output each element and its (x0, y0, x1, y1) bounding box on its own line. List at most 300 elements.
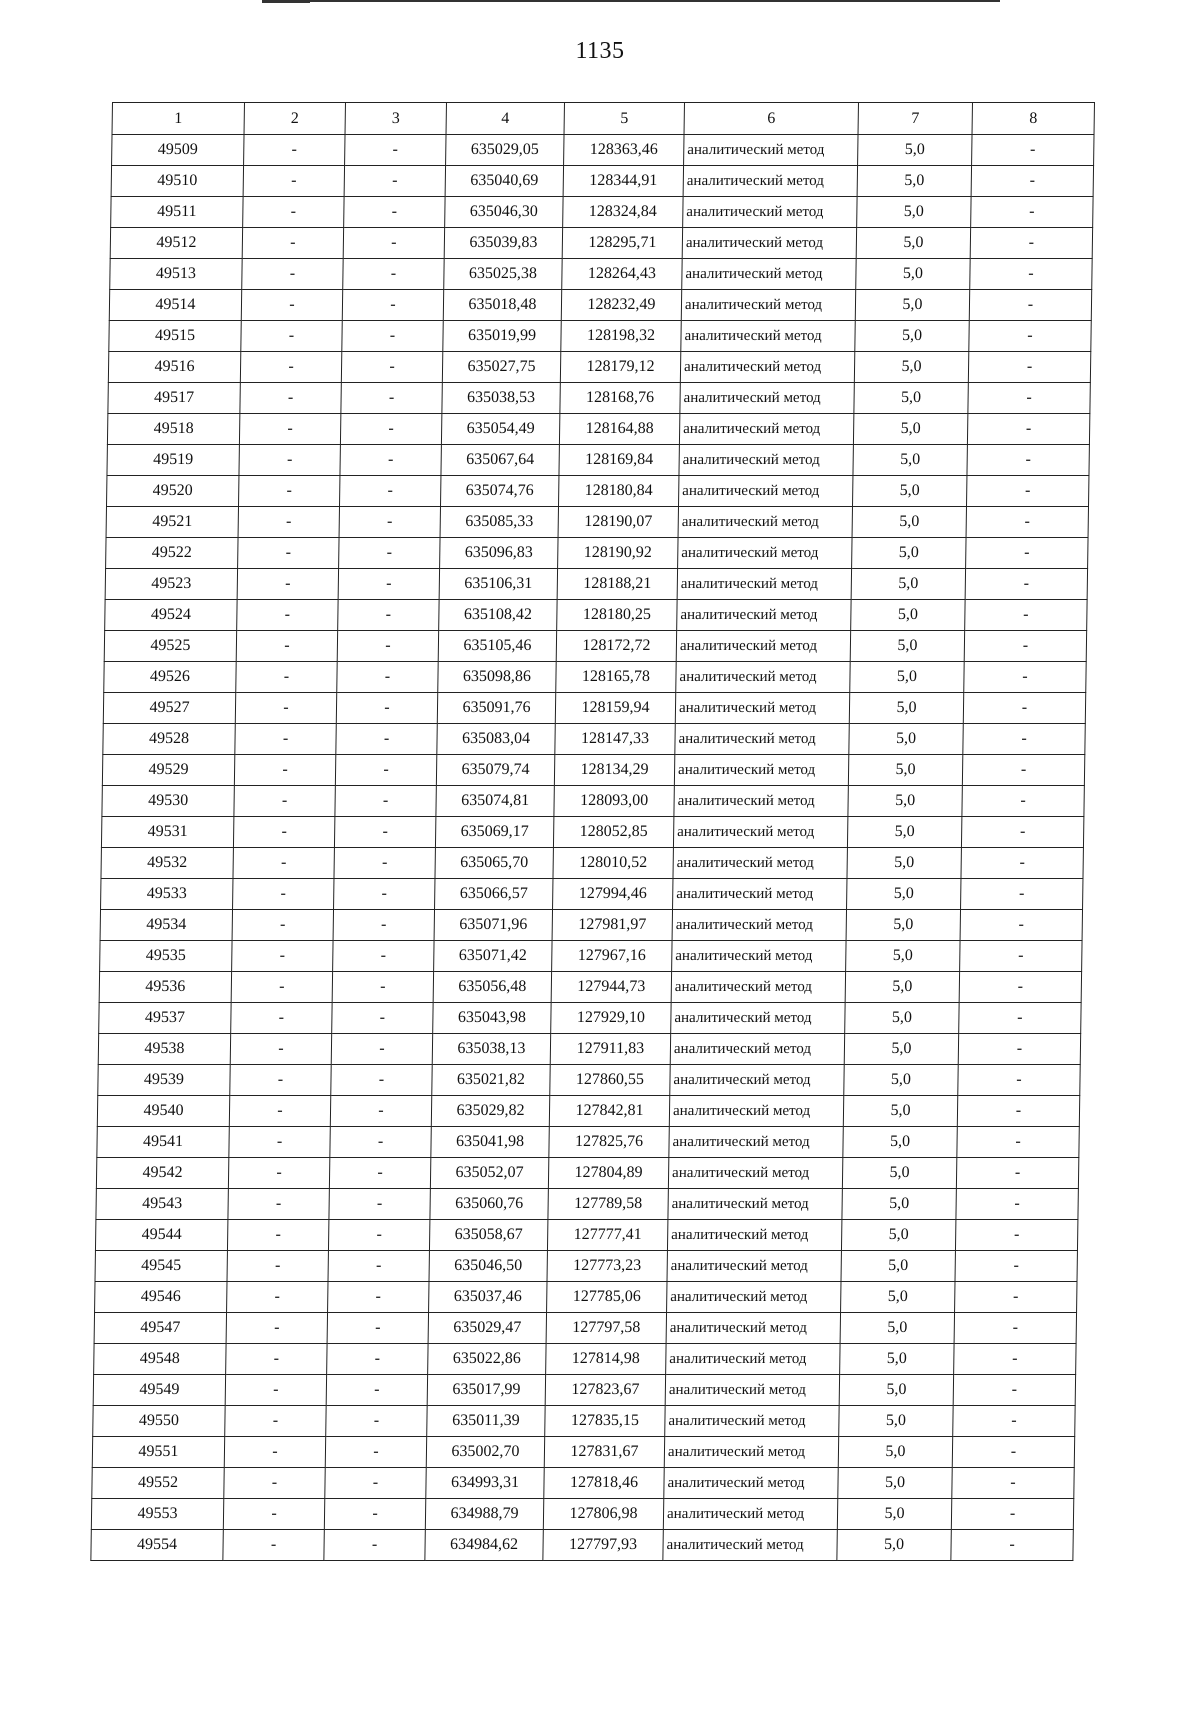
accuracy-cell: 5,0 (844, 1065, 958, 1096)
y-coordinate-cell: 127806,98 (543, 1499, 663, 1530)
x-coordinate-cell: 635038,53 (442, 383, 560, 414)
method-cell: аналитический метод (673, 817, 847, 848)
x-coordinate-cell: 635079,74 (436, 755, 554, 786)
cell: - (337, 631, 438, 662)
point-number-cell: 49530 (102, 786, 234, 817)
method-cell: аналитический метод (680, 352, 854, 383)
cell: - (226, 1344, 327, 1375)
table-row (112, 135, 1094, 166)
cell: - (238, 476, 339, 507)
cell: - (957, 1096, 1079, 1127)
x-coordinate-cell: 635066,57 (435, 879, 553, 910)
accuracy-cell: 5,0 (845, 1003, 959, 1034)
method-cell: аналитический метод (675, 724, 849, 755)
cell: - (223, 1530, 324, 1561)
x-coordinate-cell: 635105,46 (438, 631, 556, 662)
cell: - (340, 445, 441, 476)
table-row (93, 1406, 1075, 1437)
cell: - (953, 1406, 1075, 1437)
cell: - (951, 1499, 1073, 1530)
cell: - (952, 1437, 1074, 1468)
x-coordinate-cell: 634988,79 (425, 1499, 543, 1530)
point-number-cell: 49523 (105, 569, 237, 600)
y-coordinate-cell: 128190,07 (558, 507, 678, 538)
cell: - (230, 1034, 331, 1065)
x-coordinate-cell: 634984,62 (425, 1530, 543, 1561)
method-cell: аналитический метод (672, 910, 846, 941)
y-coordinate-cell: 128232,49 (561, 290, 681, 321)
accuracy-cell: 5,0 (847, 848, 961, 879)
accuracy-cell: 5,0 (848, 786, 962, 817)
cell: - (328, 1282, 429, 1313)
point-number-cell: 49544 (95, 1220, 227, 1251)
method-cell: аналитический метод (673, 848, 847, 879)
column-header: 5 (564, 103, 684, 135)
accuracy-cell: 5,0 (854, 352, 968, 383)
cell: - (953, 1375, 1075, 1406)
method-cell: аналитический метод (663, 1499, 837, 1530)
point-number-cell: 49516 (108, 352, 240, 383)
cell: - (958, 1034, 1080, 1065)
x-coordinate-cell: 634993,31 (426, 1468, 544, 1499)
y-coordinate-cell: 127785,06 (547, 1282, 667, 1313)
x-coordinate-cell: 635074,76 (440, 476, 558, 507)
cell: - (957, 1127, 1079, 1158)
cell: - (971, 197, 1093, 228)
cell: - (336, 724, 437, 755)
top-border-line (262, 0, 1000, 2)
cell: - (244, 135, 345, 166)
method-cell: аналитический метод (681, 290, 855, 321)
point-number-cell: 49532 (101, 848, 233, 879)
x-coordinate-cell: 635067,64 (441, 445, 559, 476)
x-coordinate-cell: 635025,38 (444, 259, 562, 290)
accuracy-cell: 5,0 (857, 197, 971, 228)
y-coordinate-cell: 128169,84 (559, 445, 679, 476)
point-number-cell: 49512 (110, 228, 242, 259)
cell: - (334, 879, 435, 910)
point-number-cell: 49539 (98, 1065, 230, 1096)
cell: - (330, 1096, 431, 1127)
accuracy-cell: 5,0 (837, 1499, 951, 1530)
y-coordinate-cell: 128344,91 (563, 166, 683, 197)
point-number-cell: 49541 (97, 1127, 229, 1158)
x-coordinate-cell: 635058,67 (429, 1220, 547, 1251)
cell: - (329, 1158, 430, 1189)
table-row (109, 321, 1091, 352)
method-cell: аналитический метод (682, 228, 856, 259)
table-row (111, 166, 1093, 197)
cell: - (335, 786, 436, 817)
table-row (100, 910, 1082, 941)
cell: - (230, 1065, 331, 1096)
y-coordinate-cell: 128147,33 (555, 724, 675, 755)
y-coordinate-cell: 127842,81 (549, 1096, 669, 1127)
cell: - (242, 228, 343, 259)
cell: - (231, 972, 332, 1003)
cell: - (968, 383, 1090, 414)
method-cell: аналитический метод (677, 569, 851, 600)
cell: - (332, 972, 433, 1003)
cell: - (233, 879, 334, 910)
x-coordinate-cell: 635043,98 (433, 1003, 551, 1034)
x-coordinate-cell: 635060,76 (430, 1189, 548, 1220)
accuracy-cell: 5,0 (846, 910, 960, 941)
table-row (100, 941, 1082, 972)
cell: - (223, 1499, 324, 1530)
point-number-cell: 49513 (110, 259, 242, 290)
x-coordinate-cell: 635019,99 (443, 321, 561, 352)
point-number-cell: 49552 (92, 1468, 224, 1499)
table-row (102, 755, 1084, 786)
cell: - (232, 910, 333, 941)
point-number-cell: 49548 (94, 1344, 226, 1375)
cell: - (237, 600, 338, 631)
cell: - (954, 1313, 1076, 1344)
accuracy-cell: 5,0 (845, 972, 959, 1003)
cell: - (235, 724, 336, 755)
method-cell: аналитический метод (678, 538, 852, 569)
table-row (110, 228, 1092, 259)
point-number-cell: 49546 (95, 1282, 227, 1313)
accuracy-cell: 5,0 (839, 1406, 953, 1437)
accuracy-cell: 5,0 (843, 1127, 957, 1158)
cell: - (956, 1158, 1078, 1189)
table-row (109, 290, 1091, 321)
cell: - (956, 1189, 1078, 1220)
cell: - (326, 1406, 427, 1437)
point-number-cell: 49537 (99, 1003, 231, 1034)
cell: - (325, 1468, 426, 1499)
cell: - (970, 228, 1092, 259)
cell: - (234, 786, 335, 817)
cell: - (967, 445, 1089, 476)
cell: - (235, 693, 336, 724)
y-coordinate-cell: 127967,16 (552, 941, 672, 972)
x-coordinate-cell: 635085,33 (440, 507, 558, 538)
cell: - (961, 879, 1083, 910)
point-number-cell: 49525 (104, 631, 236, 662)
x-coordinate-cell: 635108,42 (439, 600, 557, 631)
cell: - (325, 1437, 426, 1468)
method-cell: аналитический метод (679, 445, 853, 476)
accuracy-cell: 5,0 (838, 1468, 952, 1499)
method-cell: аналитический метод (684, 135, 858, 166)
accuracy-cell: 5,0 (846, 941, 960, 972)
cell: - (228, 1189, 329, 1220)
y-coordinate-cell: 128363,46 (564, 135, 684, 166)
table-row (104, 631, 1086, 662)
accuracy-cell: 5,0 (838, 1437, 952, 1468)
point-number-cell: 49510 (111, 166, 243, 197)
table-row (102, 786, 1084, 817)
cell: - (337, 662, 438, 693)
y-coordinate-cell: 127981,97 (552, 910, 672, 941)
y-coordinate-cell: 128264,43 (562, 259, 682, 290)
column-header: 1 (112, 103, 244, 135)
cell: - (327, 1313, 428, 1344)
accuracy-cell: 5,0 (841, 1251, 955, 1282)
cell: - (341, 383, 442, 414)
point-number-cell: 49549 (93, 1375, 225, 1406)
cell: - (955, 1282, 1077, 1313)
point-number-cell: 49519 (107, 445, 239, 476)
cell: - (241, 290, 342, 321)
method-cell: аналитический метод (668, 1189, 842, 1220)
method-cell: аналитический метод (676, 631, 850, 662)
x-coordinate-cell: 635040,69 (445, 166, 563, 197)
method-cell: аналитический метод (670, 1065, 844, 1096)
cell: - (343, 228, 444, 259)
y-coordinate-cell: 128190,92 (558, 538, 678, 569)
table-row (105, 569, 1087, 600)
cell: - (343, 259, 444, 290)
x-coordinate-cell: 635046,50 (429, 1251, 547, 1282)
cell: - (965, 600, 1087, 631)
cell: - (225, 1406, 326, 1437)
x-coordinate-cell: 635091,76 (437, 693, 555, 724)
method-cell: аналитический метод (680, 383, 854, 414)
x-coordinate-cell: 635074,81 (436, 786, 554, 817)
cell: - (232, 941, 333, 972)
accuracy-cell: 5,0 (840, 1344, 954, 1375)
cell: - (954, 1344, 1076, 1375)
cell: - (324, 1530, 425, 1561)
accuracy-cell: 5,0 (844, 1034, 958, 1065)
cell: - (972, 135, 1094, 166)
x-coordinate-cell: 635018,48 (443, 290, 561, 321)
accuracy-cell: 5,0 (855, 321, 969, 352)
cell: - (960, 941, 1082, 972)
cell: - (962, 786, 1084, 817)
point-number-cell: 49554 (91, 1530, 223, 1561)
point-number-cell: 49553 (91, 1499, 223, 1530)
cell: - (345, 135, 446, 166)
method-cell: аналитический метод (682, 259, 856, 290)
table-header-row (112, 103, 1094, 135)
table-row (98, 1065, 1080, 1096)
method-cell: аналитический метод (665, 1406, 839, 1437)
table-row (91, 1499, 1073, 1530)
table-row (101, 848, 1083, 879)
cell: - (329, 1189, 430, 1220)
point-number-cell: 49522 (106, 538, 238, 569)
y-coordinate-cell: 128180,25 (557, 600, 677, 631)
cell: - (339, 507, 440, 538)
accuracy-cell: 5,0 (852, 476, 966, 507)
cell: - (229, 1096, 330, 1127)
y-coordinate-cell: 127929,10 (551, 1003, 671, 1034)
x-coordinate-cell: 635098,86 (438, 662, 556, 693)
accuracy-cell: 5,0 (842, 1158, 956, 1189)
cell: - (239, 445, 340, 476)
cell: - (241, 321, 342, 352)
y-coordinate-cell: 127777,41 (547, 1220, 667, 1251)
method-cell: аналитический метод (671, 1003, 845, 1034)
accuracy-cell: 5,0 (837, 1530, 951, 1561)
table-row (99, 1003, 1081, 1034)
cell: - (238, 507, 339, 538)
cell: - (955, 1251, 1077, 1282)
y-coordinate-cell: 127825,76 (549, 1127, 669, 1158)
cell: - (969, 321, 1091, 352)
top-border-mark (262, 0, 310, 3)
accuracy-cell: 5,0 (858, 135, 972, 166)
accuracy-cell: 5,0 (841, 1282, 955, 1313)
method-cell: аналитический метод (669, 1096, 843, 1127)
accuracy-cell: 5,0 (853, 414, 967, 445)
table-row (93, 1375, 1075, 1406)
table-row (104, 662, 1086, 693)
accuracy-cell: 5,0 (853, 445, 967, 476)
method-cell: аналитический метод (678, 476, 852, 507)
point-number-cell: 49545 (95, 1251, 227, 1282)
method-cell: аналитический метод (673, 879, 847, 910)
method-cell: аналитический метод (678, 507, 852, 538)
cell: - (236, 662, 337, 693)
column-header: 2 (244, 103, 345, 135)
cell: - (959, 1003, 1081, 1034)
method-cell: аналитический метод (681, 321, 855, 352)
cell: - (227, 1251, 328, 1282)
x-coordinate-cell: 635017,99 (427, 1375, 545, 1406)
cell: - (339, 476, 440, 507)
y-coordinate-cell: 128159,94 (555, 693, 675, 724)
method-cell: аналитический метод (674, 755, 848, 786)
table-row (92, 1437, 1074, 1468)
point-number-cell: 49531 (101, 817, 233, 848)
column-header: 7 (858, 103, 972, 135)
method-cell: аналитический метод (667, 1251, 841, 1282)
point-number-cell: 49511 (111, 197, 243, 228)
cell: - (960, 910, 1082, 941)
cell: - (966, 476, 1088, 507)
cell: - (340, 414, 441, 445)
accuracy-cell: 5,0 (849, 724, 963, 755)
cell: - (963, 724, 1085, 755)
y-coordinate-cell: 127818,46 (544, 1468, 664, 1499)
y-coordinate-cell: 127860,55 (550, 1065, 670, 1096)
y-coordinate-cell: 128052,85 (553, 817, 673, 848)
table-row (103, 724, 1085, 755)
cell: - (339, 538, 440, 569)
method-cell: аналитический метод (676, 662, 850, 693)
cell: - (237, 569, 338, 600)
cell: - (227, 1282, 328, 1313)
cell: - (341, 352, 442, 383)
method-cell: аналитический метод (669, 1127, 843, 1158)
accuracy-cell: 5,0 (850, 662, 964, 693)
point-number-cell: 49538 (98, 1034, 230, 1065)
x-coordinate-cell: 635029,47 (428, 1313, 546, 1344)
column-header: 4 (446, 103, 564, 135)
accuracy-cell: 5,0 (843, 1096, 957, 1127)
table-row (94, 1344, 1076, 1375)
accuracy-cell: 5,0 (850, 631, 964, 662)
accuracy-cell: 5,0 (854, 383, 968, 414)
table-row (101, 817, 1083, 848)
cell: - (964, 662, 1086, 693)
method-cell: аналитический метод (664, 1468, 838, 1499)
point-number-cell: 49540 (97, 1096, 229, 1127)
point-number-cell: 49509 (112, 135, 244, 166)
table-row (103, 693, 1085, 724)
table-row (111, 197, 1093, 228)
x-coordinate-cell: 635054,49 (441, 414, 559, 445)
x-coordinate-cell: 635069,17 (435, 817, 553, 848)
method-cell: аналитический метод (670, 1034, 844, 1065)
cell: - (962, 755, 1084, 786)
cell: - (334, 817, 435, 848)
table-row (110, 259, 1092, 290)
point-number-cell: 49517 (108, 383, 240, 414)
method-cell: аналитический метод (675, 693, 849, 724)
cell: - (240, 352, 341, 383)
point-number-cell: 49543 (96, 1189, 228, 1220)
method-cell: аналитический метод (665, 1375, 839, 1406)
point-number-cell: 49551 (92, 1437, 224, 1468)
cell: - (233, 848, 334, 879)
method-cell: аналитический метод (666, 1313, 840, 1344)
y-coordinate-cell: 127797,58 (546, 1313, 666, 1344)
table-row (107, 414, 1089, 445)
y-coordinate-cell: 128165,78 (556, 662, 676, 693)
x-coordinate-cell: 635021,82 (432, 1065, 550, 1096)
accuracy-cell: 5,0 (847, 817, 961, 848)
x-coordinate-cell: 635029,05 (446, 135, 564, 166)
cell: - (342, 290, 443, 321)
method-cell: аналитический метод (667, 1220, 841, 1251)
cell: - (333, 910, 434, 941)
table-row (94, 1313, 1076, 1344)
method-cell: аналитический метод (666, 1344, 840, 1375)
table-row (95, 1220, 1077, 1251)
cell: - (336, 693, 437, 724)
table-row (98, 1034, 1080, 1065)
table-row (106, 538, 1088, 569)
cell: - (238, 538, 339, 569)
column-header: 6 (684, 103, 858, 135)
x-coordinate-cell: 635037,46 (429, 1282, 547, 1313)
cell: - (231, 1003, 332, 1034)
cell: - (243, 197, 344, 228)
cell: - (965, 569, 1087, 600)
point-number-cell: 49536 (99, 972, 231, 1003)
column-header: 8 (972, 103, 1094, 135)
point-number-cell: 49535 (100, 941, 232, 972)
method-cell: аналитический метод (663, 1530, 837, 1561)
cell: - (961, 817, 1083, 848)
cell: - (964, 631, 1086, 662)
cell: - (234, 755, 335, 786)
cell: - (236, 631, 337, 662)
table-row (107, 445, 1089, 476)
cell: - (338, 600, 439, 631)
y-coordinate-cell: 127773,23 (547, 1251, 667, 1282)
y-coordinate-cell: 127835,15 (545, 1406, 665, 1437)
point-number-cell: 49542 (96, 1158, 228, 1189)
point-number-cell: 49533 (101, 879, 233, 910)
y-coordinate-cell: 127789,58 (548, 1189, 668, 1220)
cell: - (228, 1158, 329, 1189)
point-number-cell: 49521 (106, 507, 238, 538)
cell: - (242, 259, 343, 290)
method-cell: аналитический метод (667, 1282, 841, 1313)
x-coordinate-cell: 635083,04 (437, 724, 555, 755)
cell: - (332, 1003, 433, 1034)
cell: - (968, 352, 1090, 383)
cell: - (226, 1313, 327, 1344)
